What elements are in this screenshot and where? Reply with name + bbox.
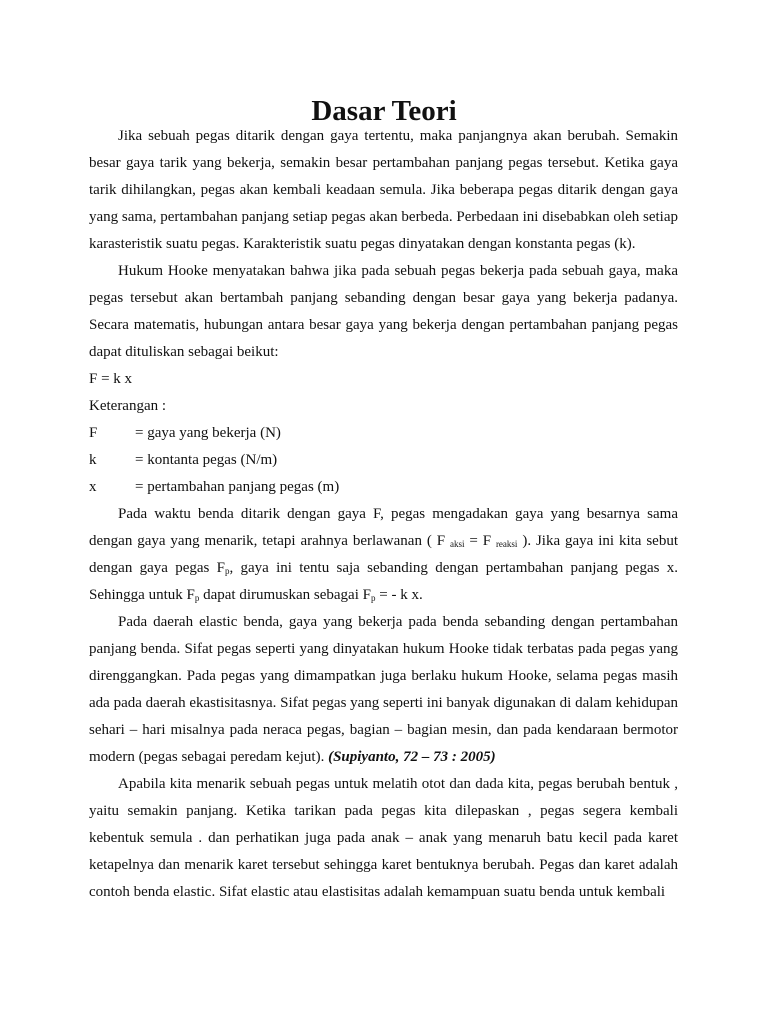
text-segment: = - k x. <box>375 587 423 603</box>
subscript: p <box>224 566 230 576</box>
subscript: p <box>194 593 200 603</box>
text-segment: = F <box>464 533 496 549</box>
paragraph-4 <box>89 609 678 771</box>
legend-symbol: k <box>89 452 97 468</box>
legend-row-k <box>89 447 678 474</box>
text-segment: ). Jika gaya ini kita sebut dengan gaya pegas F <box>89 533 678 576</box>
legend-symbol: x <box>89 479 97 495</box>
text-segment: Pada waktu benda ditarik dengan gaya F, pegas mengadakan gaya yang besarnya sama dengan gaya yang menarik, tetapi arahnya berlawanan ( F <box>89 506 678 549</box>
paragraph-5: Apabila kita menarik sebuah pegas untuk melatih otot dan dada kita, pegas berubah bentuk , yaitu semakin panjang. Ketika tarikan pada pegas kita dilepaskan , pegas segera kembali kebentuk semula . dan perhatikan juga pada anak – anak yang menaruh batu kecil pada karet ketapelnya dan menarik karet tersebut sehingga karet bentuknya berubah. Pegas dan karet adalah contoh benda elastic. Sifat elastic atau elastisitas adalah kemampuan suatu benda untuk kembali <box>89 776 678 900</box>
paragraph-3 <box>89 501 678 609</box>
formula: F = k x <box>89 371 133 387</box>
document-body <box>89 123 678 906</box>
text-segment: dapat dirumuskan sebagai F <box>199 587 371 603</box>
legend-symbol: F <box>89 425 98 441</box>
subscript: p <box>370 593 376 603</box>
legend-description: = kontanta pegas (N/m) <box>135 452 278 468</box>
subscript: aksi <box>449 539 465 549</box>
legend-description: = gaya yang bekerja (N) <box>135 425 281 441</box>
text-segment: Pada daerah elastic benda, gaya yang bekerja pada benda sebanding dengan pertambahan panjang benda. Sifat pegas seperti yang dinyatakan hukum Hooke tidak terbatas pada pegas yang direnggangkan. Pada pegas yang dimampatkan juga berlaku hukum Hooke, selama pegas masih ada pada daerah ekastisitasnya. Sifat pegas yang seperti ini banyak digunakan di dalam kehidupan sehari – hari misalnya pada neraca pegas, bagian – bagian mesin, dan pada kendaraan bermotor modern (pegas sebagai peredam kejut). <box>89 614 678 765</box>
page-title: Dasar Teori <box>311 95 457 127</box>
keterangan-label: Keterangan : <box>89 398 167 414</box>
legend-row-f <box>89 420 678 447</box>
subscript: reaksi <box>495 539 518 549</box>
legend-description: = pertambahan panjang pegas (m) <box>135 479 340 495</box>
citation: (Supiyanto, 72 – 73 : 2005) <box>328 749 496 765</box>
legend-row-x <box>89 474 678 501</box>
paragraph-2: Hukum Hooke menyatakan bahwa jika pada sebuah pegas bekerja pada sebuah gaya, maka pegas tersebut akan bertambah panjang sebanding dengan besar gaya yang bekerja padanya. Secara matematis, hubungan antara besar gaya yang bekerja dengan pertambahan panjang pegas dapat dituliskan sebagai beikut: <box>89 263 678 360</box>
paragraph-1: Jika sebuah pegas ditarik dengan gaya tertentu, maka panjangnya akan berubah. Semakin besar gaya tarik yang bekerja, semakin besar pertambahan panjang pegas tersebut. Ketika gaya tarik dihilangkan, pegas akan kembali keadaan semula. Jika beberapa pegas ditarik dengan gaya yang sama, pertambahan panjang setiap pegas akan berbeda. Perbedaan ini disebabkan oleh setiap karasteristik suatu pegas. Karakteristik suatu pegas dinyatakan dengan konstanta pegas (k). <box>89 128 678 252</box>
text-segment: , gaya ini tentu saja sebanding dengan pertambahan panjang pegas x. Sehingga untuk F <box>89 560 678 603</box>
